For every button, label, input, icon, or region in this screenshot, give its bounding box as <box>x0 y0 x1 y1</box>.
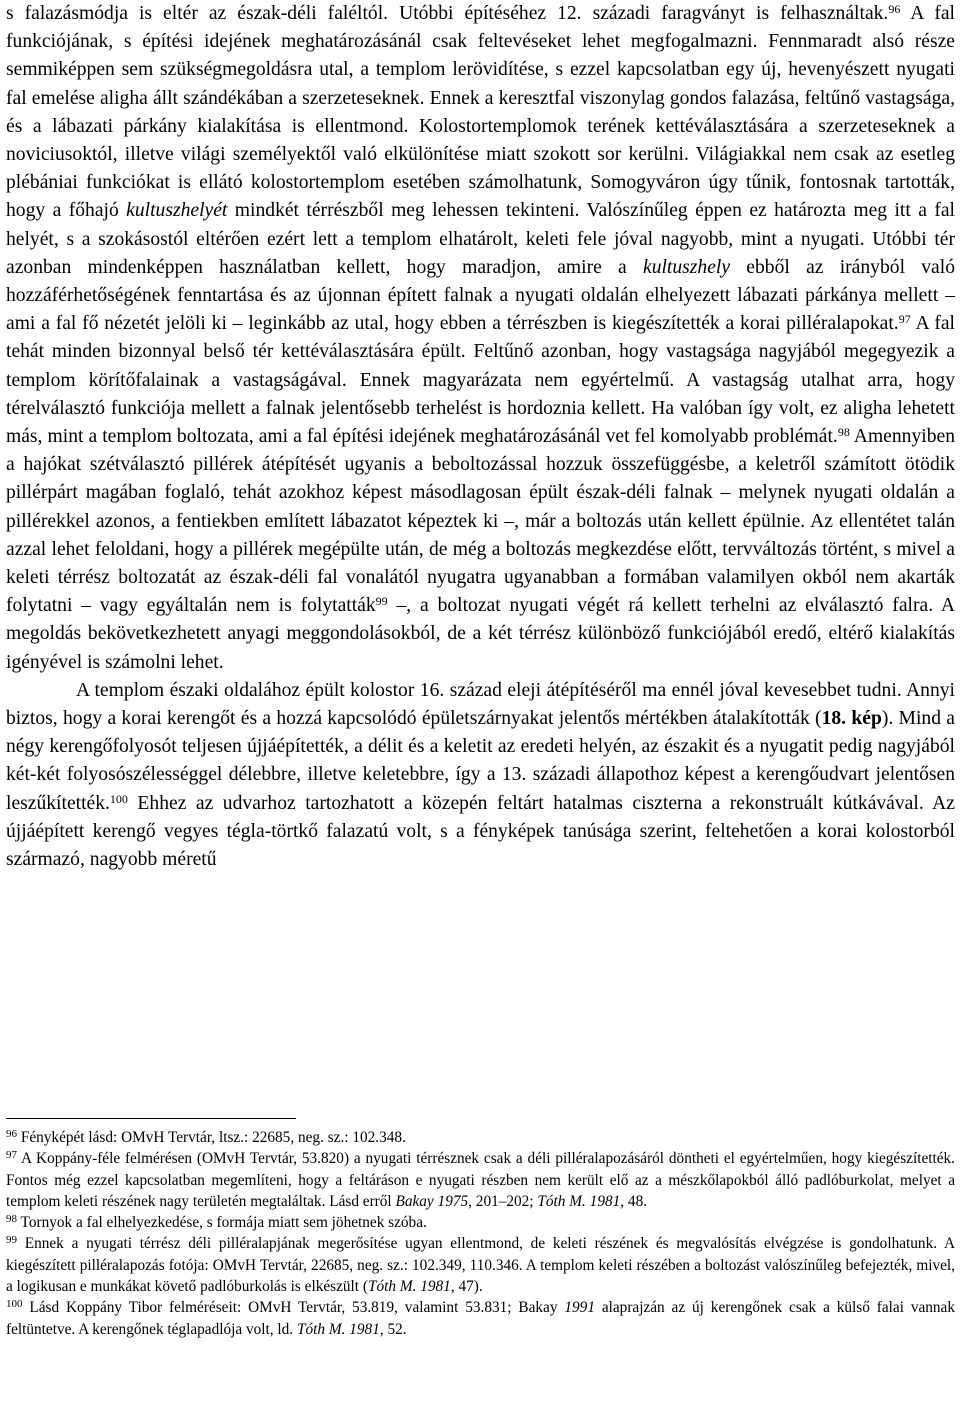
text-run: A fal tehát minden bizonnyal belső tér kettéválasztására épült. Feltűnő azonban, hogy vastagsága nagyjából megegyezik a templom körítőfalainak a vastagságával. Ennek magyarázata nem egyértelmű. A vastagság utalhat arra, hogy térelválasztó funkciója mellett a falnak jelentősebb terhelést is hordoznia kellett. Ha valóban így volt, ez aligha lehetett más, mint a templom boltozata, ami a fal építési idejének meghatározásánál vet fel komolyabb problémát. <box>6 313 955 448</box>
footnote-number: 96 <box>6 1128 17 1140</box>
paragraph-1 <box>6 0 955 677</box>
footnote-98 <box>6 1212 955 1233</box>
footnote-96 <box>6 1127 955 1148</box>
footnote-97 <box>6 1148 955 1212</box>
footnote-text: Fényképét lásd: OMvH Tervtár, ltsz.: 22685, neg. sz.: 102.348. <box>17 1129 406 1146</box>
footnote-ref-97[interactable]: 97 <box>898 312 911 327</box>
footnote-text: Ennek a nyugati térrész déli pilléralapjának megerősítése ugyan ellentmond, de keleti részének és megvalósítás elvégzése is gondolhatunk. A kiegészített pilléralapozás fotója: OMvH Tervtár, 22685, neg. sz.: 102.349, 110.346. A templom keleti részében a boltozást valószínűleg befejezték, mivel, a logikusan e munkákat követő padlóburkolás is elkészült ( <box>6 1235 955 1296</box>
citation-year: 1991 <box>564 1299 595 1317</box>
emphasis-term: kultuszhely <box>643 256 731 278</box>
footnotes <box>6 1127 955 1340</box>
footnote-text: , 48. <box>620 1192 648 1210</box>
footnote-ref-96[interactable]: 96 <box>888 2 901 16</box>
emphasis-term: kultuszhelyét <box>126 200 228 222</box>
text-run: Ehhez az udvarhoz tartozhatott a közepén feltárt hatalmas ciszterna a rekonstruált kútkávával. Az újjáépített kerengő vegyes tégla-törtkő falazatú volt, s a fényképek tanúsága szerint, feltehetően a korai kolostorból származó, nagyobb méretű <box>6 792 955 871</box>
citation-author: Tóth M. 1981 <box>367 1278 451 1296</box>
footnote-ref-100[interactable]: 100 <box>109 791 128 806</box>
text-run: A templom északi oldalához épült kolostor 16. század eleji átépítéséről ma ennél jóval kevesebbet tudni. Annyi biztos, hogy a korai kerengőt és a hozzá kapcsolódó épületszárnyakat jelentős mértékben átalakították ( <box>6 679 955 730</box>
text-run: mindkét térrészből meg lehessen tekinteni. Valószínűleg éppen ez határozta meg itt a fal helyét, s a szokásostól eltérően ezért lett a templom elhatárolt, keleti fele jóval nagyobb, mint a nyugati. Utóbbi tér azonban mindenképpen használatban kellett, hogy maradjon, amire a <box>6 200 955 278</box>
footnote-text: , 47). <box>450 1278 483 1296</box>
footnote-99 <box>6 1233 955 1297</box>
citation-author: Tóth M. 1981 <box>537 1192 621 1210</box>
text-run: Amennyiben a hajókat szétválasztó pillérek átépítését ugyanis a beboltozással hozzuk összefüggésbe, a keletről számított ötödik pillérpárt magában foglaló, tehát azokhoz képest másodlagosan épült észak-déli falnak – melynek nyugati oldalán a pillérekkel azonos, a fentiekben említett lábazatot képeztek ki –, már a boltozás után kellett épülnie. Az ellentétet talán azzal lehet feloldani, hogy a pillérek megépülte után, de még a boltozás megkezdése előtt, tervváltozás történt, s mivel a keleti térrész boltozatát az észak-déli fal vonalától nyugatra ugyanabban a formában valamilyen okból nem akarták folytatni – vagy egyáltalán nem is folytatták <box>6 426 956 617</box>
citation-author: Bakay 1975 <box>395 1192 469 1210</box>
text-run: –, a boltozat nyugati végét rá kellett terhelni az elválasztó falra. A megoldás bekövetkezhetett anyagi meggondolásokból, de a két térrész különböző funkciójából eredő, eltérő kialakítás igényével is számolni lehet. <box>6 595 955 673</box>
text-run: A fal funkciójának, s építési idejének meghatározásánál csak feltevéseket lehet megfogalmazni. Fennmaradt alsó része semmiképpen sem szükségmegoldásra utal, a templom lerövidítése, s ezzel kapcsolatban egy új, hevenyészett nyugati fal emelése aligha állt szándékában a szerzeteseknek. Ennek a keresztfal viszonylag gondos falazása, feltűnő vastagsága, és a lábazati párkány kialakítása is ellentmond. Kolostortemplomok terének kettéválasztására a szerzeteseknek a noviciusoktól, illetve világi személyektől való elkülönítése miatt szokott sor kerülni. Világiakkal nem csak az esetleg plébániai funkciókat is ellátó kolostortemplom esetében számolhatunk, Somogyváron úgy tűnik, fontosnak tartották, hogy a főhajó <box>6 3 955 222</box>
footnote-text: Lásd Koppány Tibor felméréseit: OMvH Tervtár, 53.819, valamint 53.831; Bakay <box>22 1299 565 1317</box>
footnote-text: Tornyok a fal elhelyezkedése, s formája miatt sem jöhetnek szóba. <box>17 1214 427 1232</box>
footnote-number: 100 <box>6 1298 23 1311</box>
footnote-number: 98 <box>6 1213 17 1226</box>
footnote-text: A Koppány-féle felmérésen (OMvH Tervtár, 53.820) a nyugati térrésznek csak a déli pilléralapozásáról döntheti el egyértelműen, hogy kiegészítették. Fontos még ezzel kapcsolatban megemlíteni, hogy a feltáráson e nyugati részben nem került elő az a mészkőlapokból álló padlóburkolat, melyet a templom keleti részének nagy területén megtaláltak. Lásd erről <box>6 1150 955 1210</box>
footnote-text: alaprajzán az új kerengőnek csak a külső falai vannak feltüntetve. A kerengőnek téglapadlója volt, ld. <box>6 1299 955 1338</box>
footnote-separator <box>6 1118 296 1119</box>
footnote-ref-98[interactable]: 98 <box>837 425 850 440</box>
footnote-ref-99[interactable]: 99 <box>375 594 388 609</box>
citation-author: Tóth M. 1981 <box>296 1320 380 1338</box>
figure-reference: 18. kép <box>821 708 882 730</box>
footnote-number: 97 <box>6 1149 17 1162</box>
footnote-100 <box>6 1297 955 1340</box>
footnote-text: , 201–202; <box>468 1192 538 1210</box>
text-run: ebből az irányból való hozzáférhetőségének fenntartása és az újonnan épített falnak a nyugati oldalán elhelyezett lábazati párkánya mellett – ami a fal fő nézetét jelöli ki – leginkább az utal, hogy ebben a térrészben is kiegészítették a korai pilléralapokat. <box>6 256 955 335</box>
text-run: s falazásmódja is eltér az észak-déli faléltól. Utóbbi építéséhez 12. századi faragványt is felhasználtak. <box>6 3 889 24</box>
footnote-text: , 52. <box>379 1320 407 1338</box>
main-text <box>6 0 955 874</box>
document-page <box>6 0 955 874</box>
text-run: ). Mind a négy kerengőfolyosót teljesen újjáépítették, a délit és a keletit az eredeti helyén, az északit és a nyugatit pedig nagyjából két-két folyosószélességgel délebbre, illetve keletebbre, így a 13. századi állapothoz képest a kerengőudvart jelentősen leszűkítették. <box>6 708 955 814</box>
footnote-number: 99 <box>6 1234 17 1247</box>
paragraph-2 <box>6 677 955 874</box>
